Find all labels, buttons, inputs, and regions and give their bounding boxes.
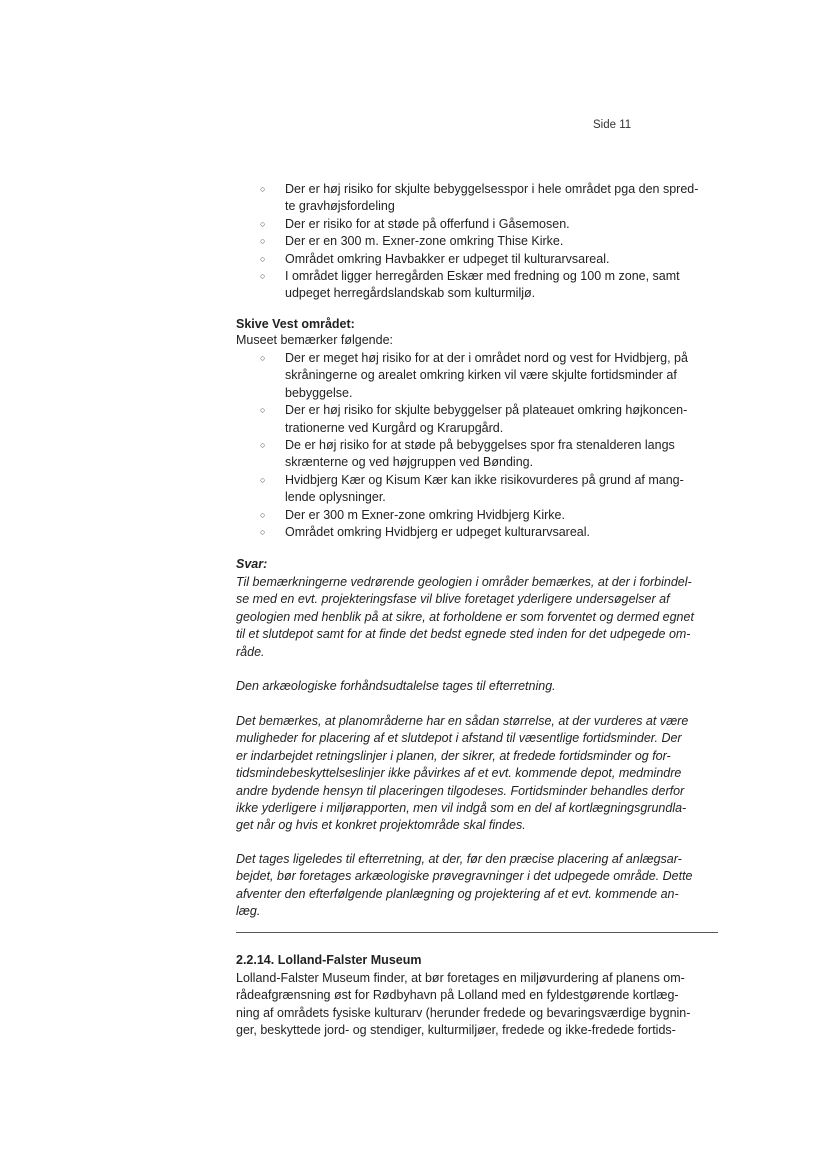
bullet-list-skive (0, 350, 825, 541)
bullet-dot-icon: ○ (260, 405, 266, 416)
bullet-dot-icon: ○ (260, 218, 266, 229)
list-item: ○ De er høj risiko for at støde på bebyggelses spor fra stenalderen langs skrænterne og ved højgruppen ved Bønding. (260, 438, 675, 470)
bullet-dot-icon: ○ (260, 527, 266, 538)
section-divider (236, 932, 718, 933)
list-item: ○ Hvidbjerg Kær og Kisum Kær kan ikke risikovurderes på grund af mang- lende oplysninger. (260, 472, 684, 505)
bullet-dot-icon: ○ (260, 253, 266, 264)
list-item: ○ I området ligger herregården Eskær med fredning og 100 m zone, samt udpeget herregårdslandskab som kulturmiljø. (260, 269, 680, 301)
list-item: ○ Der er høj risiko for skjulte bebyggelser på plateauet omkring højkoncen- trationerne ved Kurgård og Krarupgård. (260, 403, 688, 435)
skive-intro: Museet bemærker følgende: (236, 333, 394, 347)
bullet-dot-icon: ○ (260, 509, 266, 520)
list-item: ○ Der er meget høj risiko for at der i området nord og vest for Hvidbjerg, på skråningerne og arealet omkring kirken vil være skjulte fortidsminder af bebyggelse. (260, 351, 688, 400)
list-item: ○ Der er høj risiko for skjulte bebyggelsesspor i hele området pga den spred- te gravhøjsfordeling (260, 182, 699, 214)
skive-heading: Skive Vest området: (236, 317, 355, 331)
list-item: ○ Der er en 300 m. Exner-zone omkring Thise Kirke. (0, 233, 825, 250)
answer-paragraph: Til bemærkningerne vedrørende geologien i områder bemærkes, at der i forbindel- se med en evt. projekteringsfase vil blive foretaget yderligere undersøgelser af geologien med henblik på at sikre, at forholdene er som forventet og dermed egnet til et slutdepot samt for at finde det bedst egnede sted inden for det udpegede om- råde. (236, 575, 694, 659)
list-item: ○ Der er 300 m Exner-zone omkring Hvidbjerg Kirke. (0, 507, 825, 524)
bullet-dot-icon: ○ (260, 353, 266, 363)
section-paragraph: Lolland-Falster Museum finder, at bør foretages en miljøvurdering af planens om- rådeafgrænsning øst for Rødbyhavn på Lolland med en fyldestgørende kortlæg- ning af områdets fysiske kulturarv (herunder fredede og bevaringsværdige bygnin- ger, beskyttede jord- og stendiger, kulturmiljøer, fredede og ikke-fredede fortids- (236, 971, 691, 1038)
answer-paragraph: Det tages ligeledes til efterretning, at der, før den præcise placering af anlægsar- bejdet, bør foretages arkæologiske prøvegravninger i det udpegede område. Dette afventer den efterfølgende planlægning og projektering af et evt. kommende an- læg. (236, 852, 693, 919)
bullet-dot-icon: ○ (260, 184, 266, 194)
list-item: ○ Området omkring Hvidbjerg er udpeget kulturarvsareal. (0, 524, 825, 541)
list-item: ○ Der er risiko for at støde på offerfund i Gåsemosen. (0, 216, 825, 233)
page-number: Side 11 (593, 119, 632, 131)
bullet-dot-icon: ○ (260, 236, 266, 247)
svar-heading: Svar: (236, 557, 268, 571)
bullet-dot-icon: ○ (260, 271, 266, 282)
answer-paragraph: Den arkæologiske forhåndsudtalelse tages til efterretning. (236, 679, 556, 693)
bullet-list-top (0, 181, 825, 303)
section-heading: 2.2.14. Lolland-Falster Museum (236, 953, 422, 967)
answer-paragraph: Det bemærkes, at planområderne har en sådan størrelse, at der vurderes at være muligheder for placering af et slutdepot i afstand til væsentlige fortidsminder. Der er indarbejdet retningslinjer i planen, der sikrer, at fredede fortidsminder og for- tidsmindebeskyttelseslinjer ikke påvirkes af et evt. kommende depot, medmindre andre bydende hensyn til placeringen tilgodeses. Fortidsminder behandles derfor ikke yderligere i miljørapporten, men vil indgå som en del af kortlægningsgrundla- get når og hvis et konkret projektområde skal findes. (236, 714, 689, 833)
list-item: ○ Området omkring Havbakker er udpeget til kulturarvsareal. (0, 251, 825, 268)
bullet-dot-icon: ○ (260, 474, 266, 485)
bullet-dot-icon: ○ (260, 440, 266, 451)
